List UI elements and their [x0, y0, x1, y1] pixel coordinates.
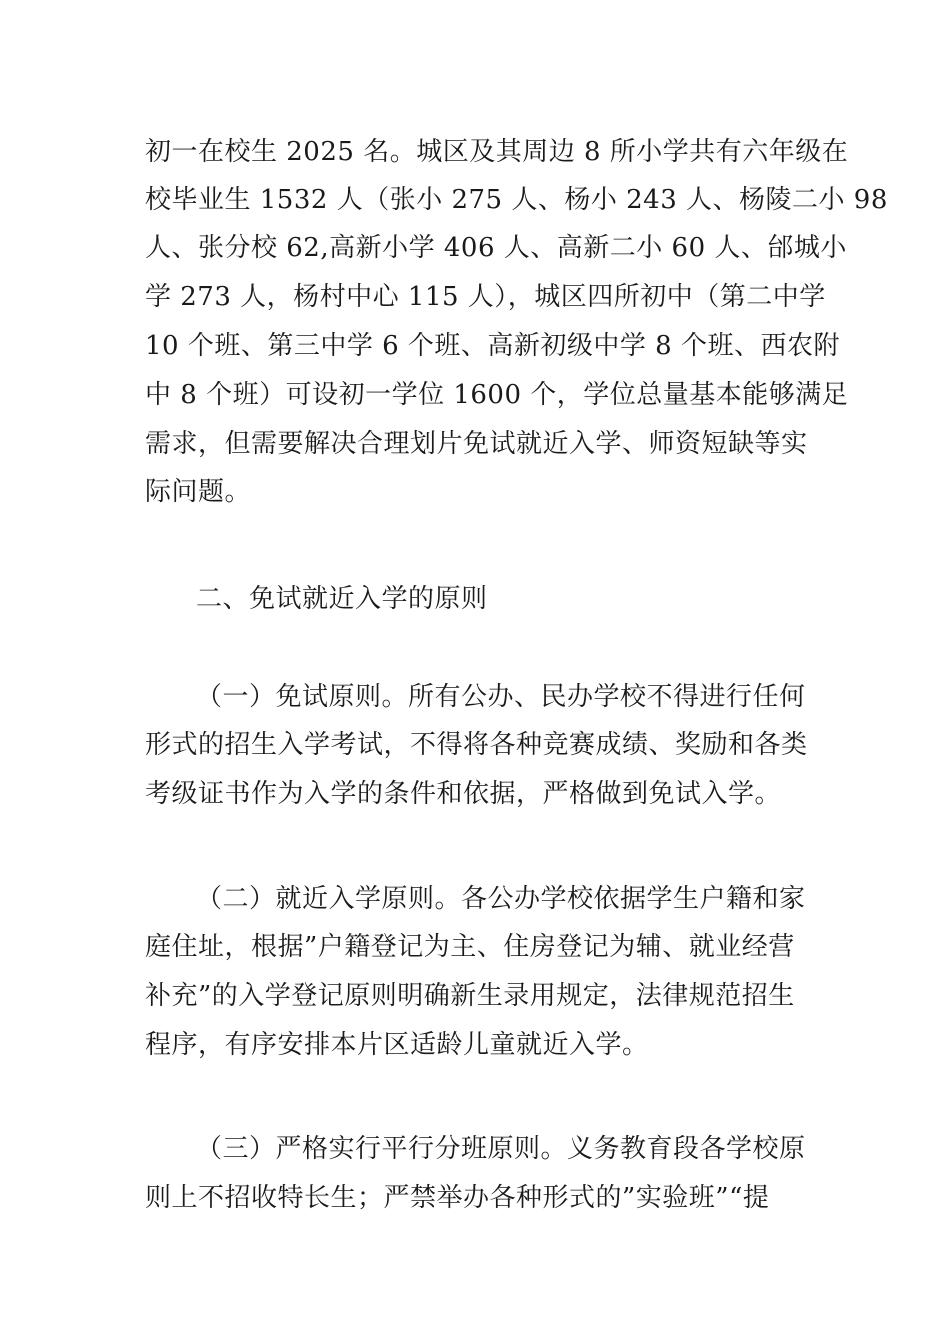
paragraph-line: （三）严格实行平行分班原则。义务教育段各学校原 [196, 1134, 806, 1164]
paragraph-line: 学 273 人，杨村中心 115 人），城区四所初中（第二中学 [145, 282, 826, 312]
paragraph-line: 程序，有序安排本片区适龄儿童就近入学。 [145, 1030, 649, 1060]
paragraph-line: 庭住址，根据”户籍登记为主、住房登记为辅、就业经营 [145, 932, 795, 962]
paragraph-line: 人、张分校 62,高新小学 406 人、高新二小 60 人、邰城小 [145, 233, 847, 263]
paragraph-line: 中 8 个班）可设初一学位 1600 个，学位总量基本能够满足 [145, 380, 849, 410]
section-heading: 二、免试就近入学的原则 [196, 584, 488, 614]
paragraph-line: （一）免试原则。所有公办、民办学校不得进行任何 [196, 682, 806, 712]
paragraph-line: 补充”的入学登记原则明确新生录用规定，法律规范招生 [145, 981, 795, 1011]
paragraph-line: 初一在校生 2025 名。城区及其周边 8 所小学共有六年级在 [145, 137, 849, 167]
paragraph-line: 则上不招收特长生；严禁举办各种形式的”实验班”“提 [145, 1183, 770, 1213]
paragraph-line: 10 个班、第三中学 6 个班、高新初级中学 8 个班、西农附 [145, 331, 840, 361]
paragraph-line: 校毕业生 1532 人（张小 275 人、杨小 243 人、杨陵二小 98 [145, 185, 888, 215]
paragraph-line: 考级证书作为入学的条件和依据，严格做到免试入学。 [145, 779, 782, 809]
paragraph-line: 需求，但需要解决合理划片免试就近入学、师资短缺等实 [145, 429, 808, 459]
paragraph-line: 际问题。 [145, 477, 252, 507]
paragraph-line: （二）就近入学原则。各公办学校依据学生户籍和家 [196, 884, 806, 914]
paragraph-line: 形式的招生入学考试，不得将各种竞赛成绩、奖励和各类 [145, 730, 808, 760]
